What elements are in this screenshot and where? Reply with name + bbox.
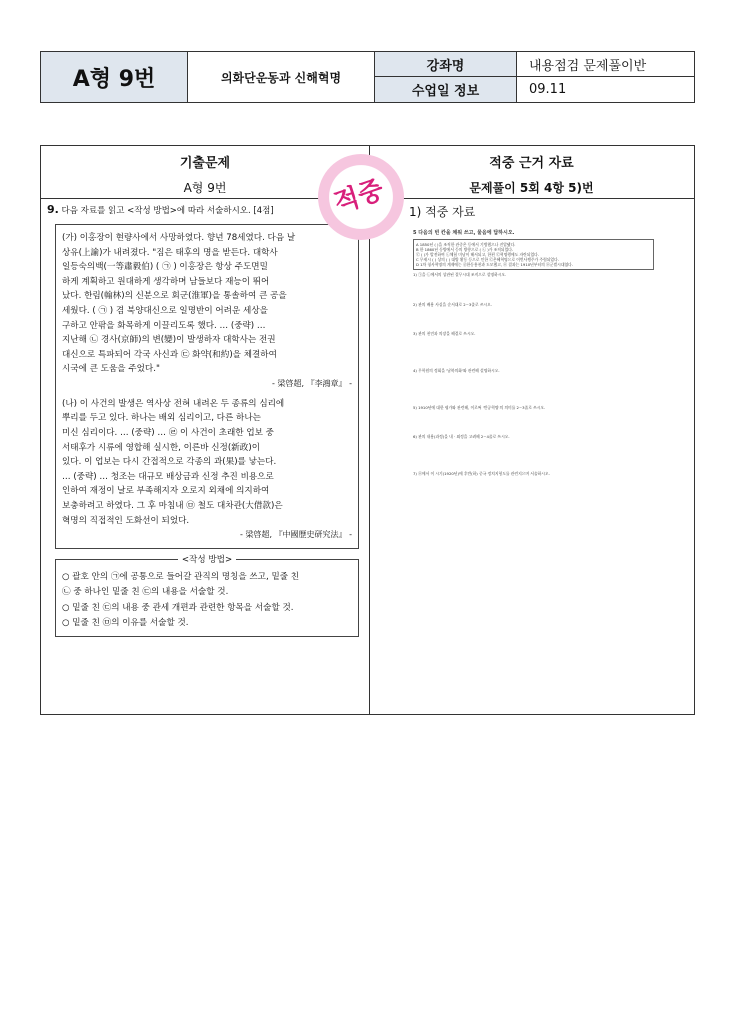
header-meta	[375, 52, 694, 102]
passage-line: 서태후가 시류에 영합해 실시한, 이른바 신정(新政)이	[62, 442, 261, 453]
right-title: 적중 근거 자료	[489, 156, 574, 171]
passage-line: (가) 이홍장이 현량사에서 사망하였다. 향년 78세였다. 다음 날	[62, 233, 296, 243]
thumb-row: D 1차 청사혁명의 계제에는 ㉣한동흥천과 도모했고, ㉤ 결과는 1910년부터의 ㉤군벌시대였다.	[416, 262, 574, 268]
passage-line: 났다. 한림(翰林)의 신분으로 회군(淮軍)을 통솔하여 큰 공을	[62, 291, 287, 302]
passage-line: (나) 이 사건의 발생은 역사상 전혀 내려온 두 종류의 심리에	[62, 398, 285, 409]
exam-question-column	[41, 146, 370, 714]
method-title: <작성 방법>	[178, 555, 236, 565]
thumb-question: 5) 1910년에 대한 평가와 관련해, 이로써 '반공혁명'의 의미를 2~3줄로 쓰시오.	[413, 404, 546, 410]
thumb-row: B 한 1860년 동방에서 등의 방향으로 ( ㉡ )가 조직되었다.	[416, 246, 514, 252]
passage-source: - 梁啓超, 『中國歷史研究法』 -	[240, 530, 352, 540]
thumb-frame	[413, 239, 654, 271]
thumb-row: ㉢ ( )가 발전하여 ㉡체험 미남이 해서되고, 한편 ㉢혁명행에도 자란되었다.	[416, 252, 539, 257]
course-value: 내용점검 문제풀이반	[517, 52, 694, 77]
method-item: ○ 괄호 안의 ㉠에 공통으로 들어갈 관직의 명칭을 쓰고, 밑줄 친	[62, 571, 300, 582]
passage-line: … (중략) … 청조는 대규모 배상금과 신정 추진 비용으로	[62, 471, 274, 482]
passage-line: 혁명의 직접적인 도화선이 되었다.	[62, 515, 190, 526]
thumb-question: 2) 관의 배용 사실을 순서대로 2~3줄로 쓰시오.	[413, 301, 493, 307]
date-value: 09.11	[529, 82, 567, 97]
thumb-question: 4) 무학원의 정회을 '남북의화'와 관련해 설명하시오.	[413, 367, 500, 373]
passage-line: 미신 심리이다. … (중략) … ㉣ 이 사건이 초래한 업보 중	[62, 427, 274, 438]
hit-stamp	[318, 154, 404, 240]
passage-line: 보충하려고 하였다. 그 후 마침내 ㉤ 철도 대차관(大借款)은	[62, 500, 283, 511]
header-table	[40, 51, 695, 103]
course-label: 강좌명	[375, 52, 517, 77]
topic-title: 의화단운동과 신해혁명	[188, 52, 375, 102]
passage-line: 대신으로 특파되어 각국 사신과 ㉢ 화약(和約)을 체결하여	[62, 349, 277, 360]
passage-line: 구하고 안팎을 화목하게 이끌리도록 했다. … (중략) …	[62, 320, 266, 331]
section-heading: 1) 적중 자료	[409, 205, 476, 219]
date-label: 수업일 정보	[375, 77, 517, 102]
thumb-row: A 1850년 ( )을 조직한 관중은 등에서 기병했으나 진압됐다.	[416, 241, 516, 247]
reference-column	[369, 146, 694, 714]
question-number: 9.	[47, 203, 59, 216]
passage-line: 뿌리를 두고 있다. 하나는 배외 심리이고, 다른 하나는	[62, 413, 261, 424]
passage-line: 지난해 ㉡ 경사(京師)의 변(變)이 발생하자 대학사는 전권	[62, 335, 276, 346]
thumb-question: 6) 관의 내용(과정)을 내 · 외정을 고려해 2~4줄로 쓰시오.	[413, 434, 510, 439]
passage-line: 있다. 이 업보는 다시 간접적으로 각종의 과(果)를 낳는다.	[62, 457, 277, 468]
right-column-header	[369, 146, 694, 199]
method-item: ㉡ 중 하나인 밑줄 친 ㉢의 내용을 서술할 것.	[62, 587, 229, 598]
passage-line: 상유(上諭)가 내려졌다. "짐은 태후의 명을 받든다. 대학사	[62, 247, 278, 258]
passage-ga	[62, 231, 352, 391]
passage-line: 하게 계획하고 원대하게 생각하며 남들보다 재능이 뛰어	[62, 276, 270, 287]
thumb-question: 3) 관의 천민과 의장을 해결로 쓰시오.	[413, 330, 476, 336]
passage-line: 세웠다. ( ㉠ ) 겸 북양대신으로 일명반이 어려운 세상을	[62, 306, 268, 317]
thumb-row: C 무제시 ( ) 상의 ( ) 대방 황동 등으로 인한 ㉢은혜혁명으로 이번사쟁주가 주렴되었다.	[416, 257, 559, 263]
passage-na	[62, 397, 352, 542]
question-code: A형 9번	[41, 52, 188, 102]
thumb-heading: 5 다음의 빈 칸을 채워 쓰고, 물음에 답하시오.	[413, 230, 515, 236]
passage-line: 인하여 재정이 날로 부족해지자 오로지 외채에 의지하여	[62, 486, 270, 497]
thumb-question: 1) ㉠을 ㉡에서의 상관된 결무시대 조직으로 설명하시오.	[413, 272, 507, 278]
passage-box	[55, 224, 359, 549]
left-title: 기출문제	[179, 156, 231, 171]
writing-method-box	[55, 554, 359, 637]
passage-source: - 梁啓超, 『李鴻章』 -	[272, 379, 352, 389]
left-subtitle: A형 9번	[183, 181, 227, 195]
thumb-question: 7) ㉤에서 이 시기(1920년)에 후반(하) 중국 정치지형도를 관련지으며 서술하시오.	[413, 471, 550, 477]
reference-thumbnail	[413, 230, 678, 476]
question-text: 다음 자료를 읽고 <작성 방법>에 따라 서술하시오. [4점]	[61, 206, 274, 216]
right-subtitle: 문제풀이 5회 4항 5)번	[469, 181, 594, 195]
passage-line: 시국에 큰 도움을 주었다."	[62, 364, 160, 375]
method-item: ○ 밑줄 친 ㉢의 내용 중 관세 개편과 관련한 항목을 서술할 것.	[62, 602, 294, 613]
passage-line: 일등숙의백(一等肅毅伯) ( ㉠ ) 이홍장은 항상 주도면밀	[62, 262, 268, 273]
stamp-text: 적중	[330, 174, 388, 219]
method-item: ○ 밑줄 친 ㉤의 이유를 서술할 것.	[62, 618, 189, 629]
